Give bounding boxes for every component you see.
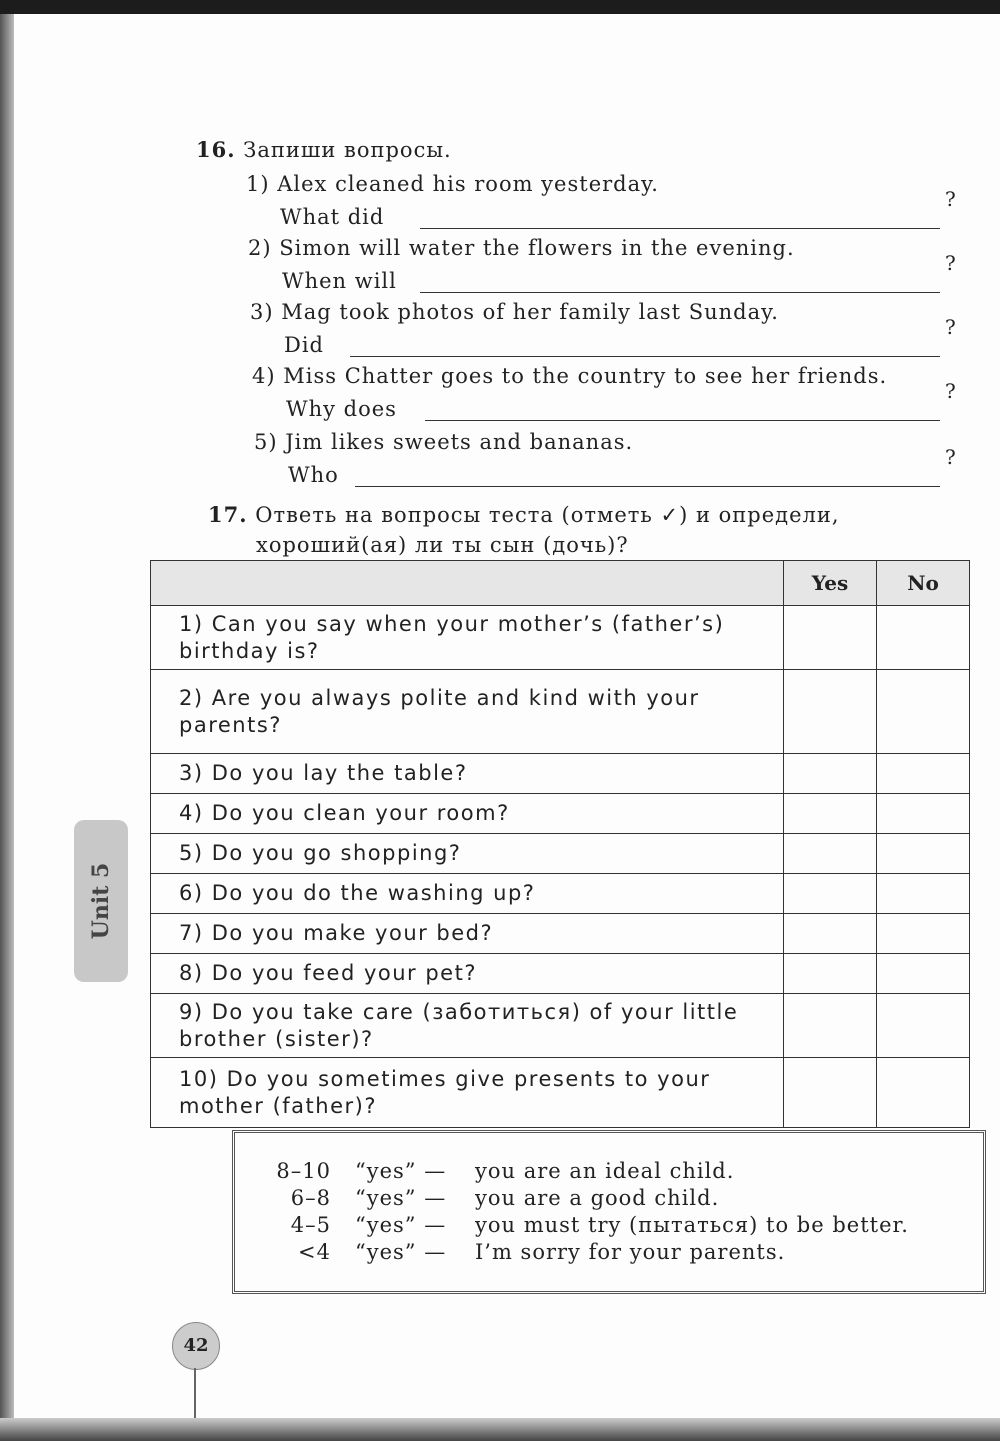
- no-checkbox-cell[interactable]: [877, 1058, 970, 1128]
- question-number: 1): [179, 611, 204, 636]
- question-text: Do you go shopping?: [211, 841, 462, 865]
- table-row: [151, 834, 970, 874]
- question-cell: [151, 834, 784, 874]
- score-range: 8–10: [276, 1159, 331, 1183]
- sentence: Simon will water the flowers in the evening.: [279, 236, 795, 260]
- no-checkbox-cell[interactable]: [877, 606, 970, 670]
- table-row: [151, 794, 970, 834]
- exercise-number: 16.: [196, 137, 236, 162]
- question-text: Do you sometimes give presents to your mother (father)?: [179, 1066, 711, 1118]
- yes-checkbox-cell[interactable]: [784, 994, 877, 1058]
- question-text: Do you make your bed?: [211, 921, 494, 945]
- sentence: Jim likes sweets and bananas.: [285, 430, 634, 454]
- no-checkbox-cell[interactable]: [877, 954, 970, 994]
- question-cell: [151, 1058, 784, 1128]
- question-cell: [151, 994, 784, 1058]
- question-prompt: What did: [280, 205, 385, 229]
- item-number: 5): [254, 430, 278, 454]
- table-row: [151, 874, 970, 914]
- score-result: you are a good child.: [475, 1186, 720, 1210]
- table-row: [151, 754, 970, 794]
- question-cell: [151, 754, 784, 794]
- sentence: Alex cleaned his room yesterday.: [277, 172, 659, 196]
- question-text: Do you feed your pet?: [211, 961, 477, 985]
- no-checkbox-cell[interactable]: [877, 914, 970, 954]
- score-key-box: [232, 1130, 986, 1294]
- no-header: No: [877, 561, 970, 606]
- question-cell: [151, 874, 784, 914]
- answer-line[interactable]: [350, 356, 940, 357]
- yes-checkbox-cell[interactable]: [784, 794, 877, 834]
- yes-checkbox-cell[interactable]: [784, 754, 877, 794]
- exercise-number: 17.: [208, 502, 248, 527]
- score-range: 4–5: [290, 1213, 331, 1237]
- exercise-16-sentence: [248, 236, 795, 260]
- question-number: 5): [179, 841, 204, 865]
- question-text: Do you lay the table?: [211, 761, 468, 785]
- yes-checkbox-cell[interactable]: [784, 914, 877, 954]
- score-yes: “yes” —: [355, 1159, 447, 1183]
- table-row: [151, 670, 970, 754]
- question-cell: [151, 914, 784, 954]
- exercise-title-line2: хороший(ая) ли ты сын (дочь)?: [256, 533, 629, 557]
- scan-top-edge: [0, 0, 1000, 14]
- table-row: [151, 606, 970, 670]
- question-number: 8): [179, 961, 204, 985]
- sentence: Mag took photos of her family last Sunday.: [281, 300, 779, 324]
- question-cell: [151, 794, 784, 834]
- table-row: [151, 994, 970, 1058]
- scan-left-edge: [0, 14, 14, 1441]
- exercise-16-heading: [196, 137, 452, 162]
- exercise-16-sentence: [246, 172, 659, 196]
- question-number: 7): [179, 921, 204, 945]
- yes-checkbox-cell[interactable]: [784, 606, 877, 670]
- balloon-string: [194, 1368, 196, 1418]
- score-range: <4: [298, 1240, 331, 1264]
- answer-line[interactable]: [420, 292, 940, 293]
- answer-line[interactable]: [420, 228, 940, 229]
- score-yes: “yes” —: [355, 1240, 447, 1264]
- score-yes: “yes” —: [355, 1213, 447, 1237]
- question-mark: ?: [945, 251, 956, 275]
- exercise-17-heading: [208, 500, 840, 560]
- yes-checkbox-cell[interactable]: [784, 834, 877, 874]
- score-result: I’m sorry for your parents.: [475, 1240, 786, 1264]
- no-checkbox-cell[interactable]: [877, 994, 970, 1058]
- no-checkbox-cell[interactable]: [877, 670, 970, 754]
- question-prompt: When will: [282, 269, 397, 293]
- no-checkbox-cell[interactable]: [877, 794, 970, 834]
- question-number: 10): [179, 1066, 219, 1091]
- question-mark: ?: [945, 187, 956, 211]
- score-range: 6–8: [290, 1186, 331, 1210]
- score-result: you must try (пытаться) to be better.: [475, 1213, 909, 1237]
- table-row: [151, 954, 970, 994]
- question-cell: [151, 606, 784, 670]
- question-text: Are you always polite and kind with your parents?: [179, 685, 700, 737]
- yes-checkbox-cell[interactable]: [784, 874, 877, 914]
- question-mark: ?: [945, 379, 956, 403]
- table-row: [151, 1058, 970, 1128]
- question-number: 6): [179, 881, 204, 905]
- yes-checkbox-cell[interactable]: [784, 1058, 877, 1128]
- answer-line[interactable]: [355, 486, 940, 487]
- question-text: Do you clean your room?: [211, 801, 510, 825]
- score-result: you are an ideal child.: [475, 1159, 735, 1183]
- unit-tab: Unit 5: [74, 820, 128, 982]
- question-mark: ?: [945, 445, 956, 469]
- answer-line[interactable]: [425, 420, 940, 421]
- question-text: Can you say when your mother’s (father’s) birthday is?: [179, 611, 725, 663]
- exercise-16-sentence: [250, 300, 779, 324]
- exercise-16-sentence: [254, 430, 633, 454]
- item-number: 1): [246, 172, 270, 196]
- question-text: Do you do the washing up?: [211, 881, 536, 905]
- no-checkbox-cell[interactable]: [877, 834, 970, 874]
- question-number: 3): [179, 761, 204, 785]
- question-cell: [151, 954, 784, 994]
- question-cell: [151, 670, 784, 754]
- question-prompt: Who: [288, 463, 339, 487]
- exercise-title-line1: Ответь на вопросы теста (отметь ✓) и определи,: [255, 503, 840, 527]
- question-number: 4): [179, 801, 204, 825]
- no-checkbox-cell[interactable]: [877, 874, 970, 914]
- exercise-title: Запиши вопросы.: [243, 138, 452, 162]
- scan-bottom-edge: [0, 1418, 1000, 1441]
- quiz-table: [150, 560, 970, 1128]
- item-number: 2): [248, 236, 272, 260]
- item-number: 3): [250, 300, 274, 324]
- yes-checkbox-cell[interactable]: [784, 954, 877, 994]
- question-prompt: Did: [284, 333, 324, 357]
- sentence: Miss Chatter goes to the country to see her friends.: [283, 364, 888, 388]
- question-prompt: Why does: [286, 397, 397, 421]
- question-number: 2): [179, 685, 204, 710]
- exercise-16-sentence: [252, 364, 887, 388]
- score-yes: “yes” —: [355, 1186, 447, 1210]
- question-number: 9): [179, 999, 204, 1024]
- yes-header: Yes: [784, 561, 877, 606]
- item-number: 4): [252, 364, 276, 388]
- page-number-balloon: 42: [172, 1322, 220, 1370]
- yes-checkbox-cell[interactable]: [784, 670, 877, 754]
- table-row: [151, 914, 970, 954]
- no-checkbox-cell[interactable]: [877, 754, 970, 794]
- question-text: Do you take care (заботиться) of your little brother (sister)?: [179, 999, 739, 1051]
- question-header: [151, 561, 784, 606]
- question-mark: ?: [945, 315, 956, 339]
